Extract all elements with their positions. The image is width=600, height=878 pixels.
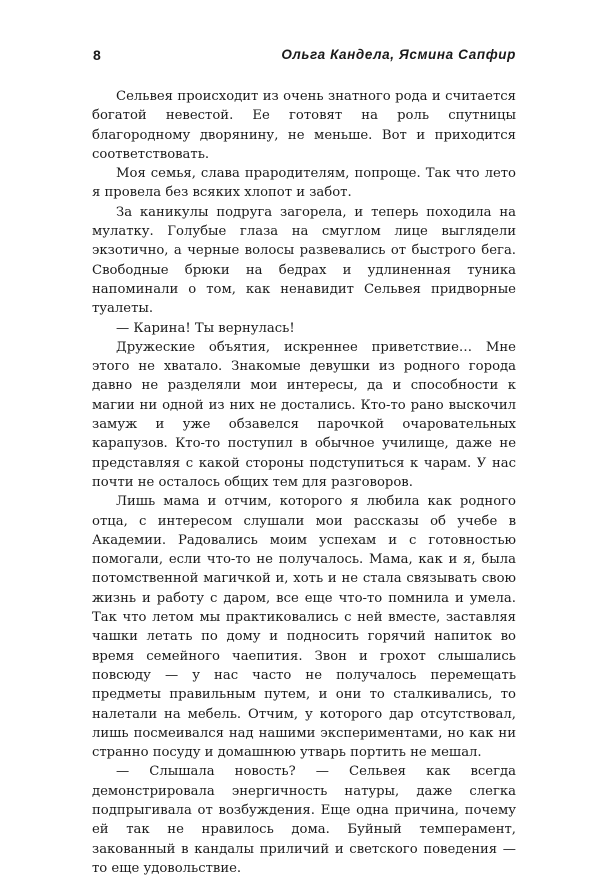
paragraph: Сельвея происходит из очень знатного рода и считается богатой невестой. Ее готовят на роль спутницы благородному дворянину, не меньше. Вот и приходится соответствовать. <box>92 89 516 162</box>
body-text <box>92 87 516 878</box>
paragraph: Лишь мама и отчим, которого я любила как родного отца, с интересом слушали мои рассказы об учебе в Академии. Радовались моим успехам и с готовностью помогали, если что-то не получалось. Мама, как и я, была потомственной магичкой и, хоть и не стала связывать свою жизнь и работу с даром, все еще что-то помнила и умела. Так что летом мы практиковались с ней вместе, заставляя чашки летать по дому и подносить горячий напиток во время семейного чаепития. Звон и грохот слышались повсюду — у нас часто не получалось перемещать предметы правильным путем, и они то сталкивались, то налетали на мебель. Отчим, у которого дар отсутствовал, лишь посмеивался над нашими экспериментами, но как ни странно посуду и домашнюю утварь портить не мешал. <box>92 494 516 761</box>
paragraph: Моя семья, слава прародителям, попроще. Так что лето я провела без всяких хлопот и забот. <box>92 166 516 201</box>
dialogue-line: — Карина! Ты вернулась! <box>116 320 295 336</box>
page-header <box>90 47 516 69</box>
page-number: 8 <box>93 47 102 63</box>
dialogue-line: — Слышала новость? — Сельвея как всегда демонстрировала энергичность натуры, даже слегка подпрыгивала от возбуждения. Еще одна причина, почему ей так не нравилось дома. Буйный темперамент, закованный в кандалы приличий и светского поведения — то еще удовольствие. <box>92 764 516 876</box>
paragraph: За каникулы подруга загорела, и теперь походила на мулатку. Голубые глаза на смуглом лице выглядели экзотично, а черные волосы развевались от быстрого бега. Свободные брюки на бедрах и удлиненная туника напоминали о том, как ненавидит Сельвея придворные туалеты. <box>92 204 516 317</box>
paragraph: Дружеские объятия, искреннее приветствие… Мне этого не хватало. Знакомые девушки из родного города давно не разделяли мои интересы, да и способности к магии ни одной из них не достались. Кто-то рано выскочил замуж и уже обзавелся парочкой очаровательных карапузов. Кто-то поступил в обычное училище, даже не представляя с какой стороны подступиться к чарам. У нас почти не осталось общих тем для разговоров. <box>92 339 516 490</box>
running-title: Ольга Кандела, Ясмина Сапфир <box>281 47 516 62</box>
